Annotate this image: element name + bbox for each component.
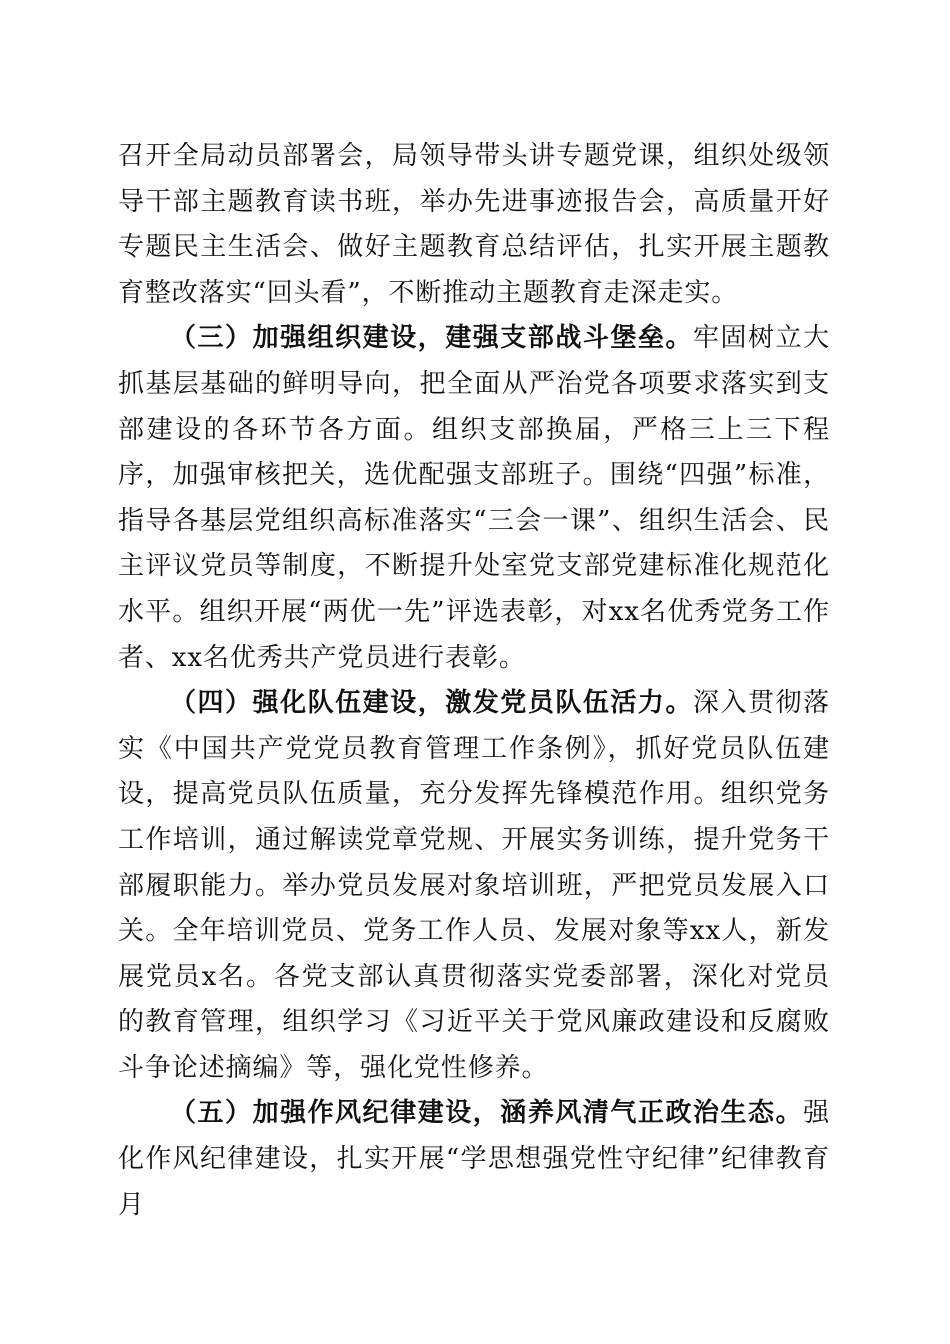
document-page xyxy=(118,134,830,1228)
paragraph-text: 强化作风纪律建设，扎实开展“学思想强党性守纪律”纪律教育月 xyxy=(118,1098,830,1220)
section-heading: （三）加强组织建设，建强支部战斗堡垒。 xyxy=(170,323,693,354)
paragraph-discipline-building xyxy=(118,1091,830,1228)
paragraph-text: 深入贯彻落实《中国共产党党员教育管理工作条例》，抓好党员队伍建设，提高党员队伍质量，充分发挥先锋模范作用。组织党务工作培训，通过解读党章党规、开展实务训练，提升党务干部履职能力。举办党员发展对象培训班，严把党员发展入口关。全年培训党员、党务工作人员、发展对象等xx人，新发展党员x名。各党支部认真贯彻落实党委部署，深化对党员的教育管理，组织学习《习近平关于党风廉政建设和反腐败斗争论述摘编》等，强化党性修养。 xyxy=(118,688,830,1083)
section-heading: （五）加强作风纪律建设，涵养风清气正政治生态。 xyxy=(170,1098,804,1129)
paragraph-team-building xyxy=(118,681,830,1091)
paragraph-text: 召开全局动员部署会，局领导带头讲专题党课，组织处级领导干部主题教育读书班，举办先进事迹报告会，高质量开好专题民主生活会、做好主题教育总结评估，扎实开展主题教育整改落实“回头看”，不断推动主题教育走深走实。 xyxy=(118,141,830,308)
section-heading: （四）强化队伍建设，激发党员队伍活力。 xyxy=(170,688,693,719)
paragraph-text: 牢固树立大抓基层基础的鲜明导向，把全面从严治党各项要求落实到支部建设的各环节各方面。组织支部换届，严格三上三下程序，加强审核把关，选优配强支部班子。围绕“四强”标准，指导各基层党组织高标准落实“三会一课”、组织生活会、民主评议党员等制度，不断提升处室党支部党建标准化规范化水平。组织开展“两优一先”评选表彰，对xx名优秀党务工作者、xx名优秀共产党员进行表彰。 xyxy=(118,323,830,673)
paragraph-organization-building xyxy=(118,316,830,681)
paragraph-theme-education xyxy=(118,134,830,316)
